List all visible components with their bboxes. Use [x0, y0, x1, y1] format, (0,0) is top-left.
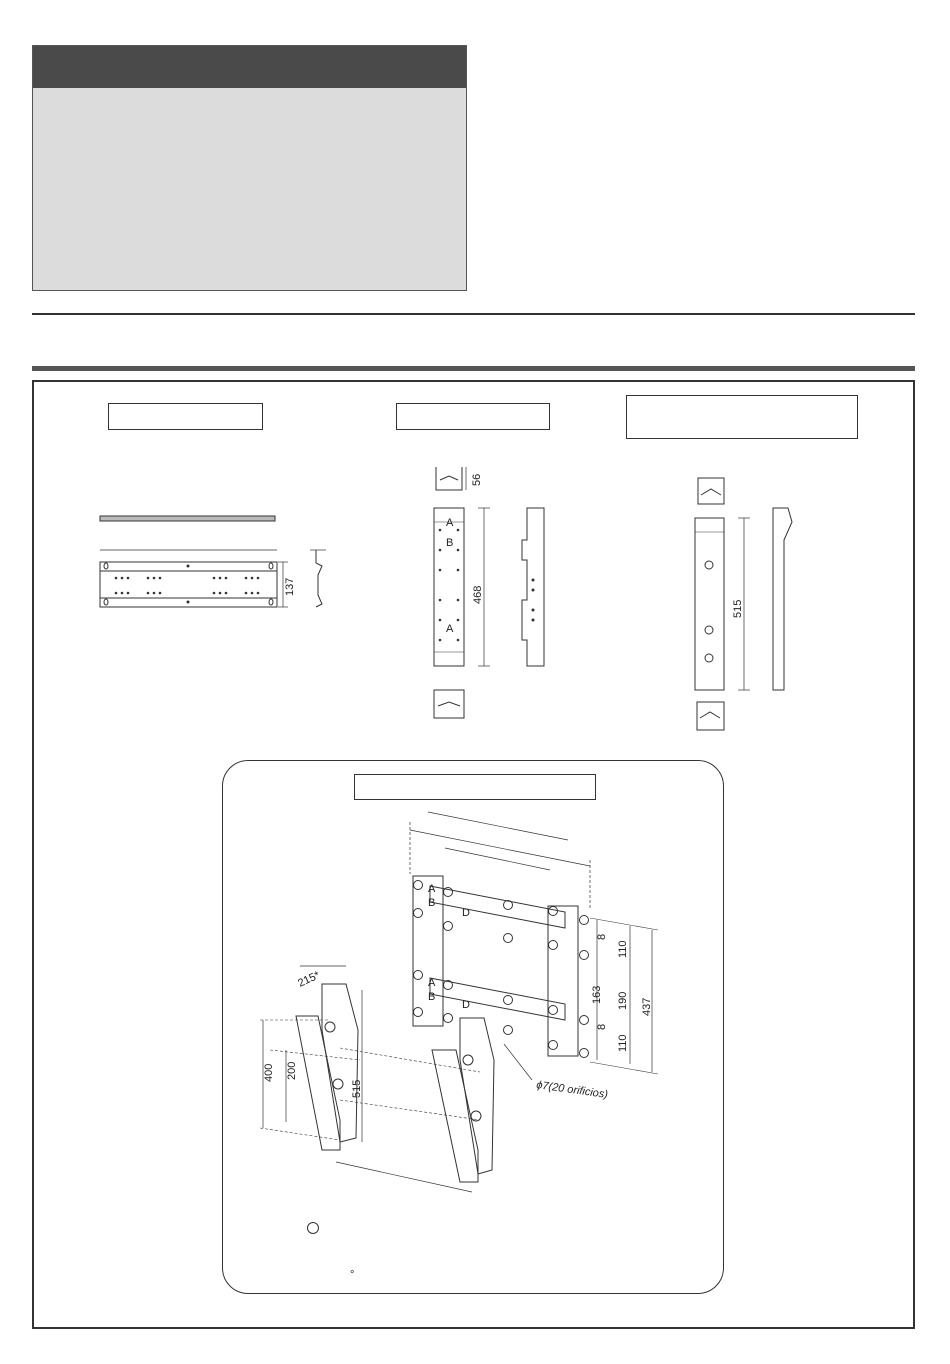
assembly-dim-110-top: 110: [617, 940, 629, 958]
part-b-letter-a-top: A: [446, 517, 454, 529]
assembly-letter-d-2: D: [462, 999, 470, 1011]
assembly-letter-a-1: A: [428, 883, 436, 895]
assembly-letter-b-2: B: [428, 991, 436, 1003]
part-b-dim-56: 56: [471, 473, 483, 486]
assembly-dim-437: 437: [641, 997, 653, 1016]
assembly-dim-8-bottom: 8: [596, 1023, 608, 1030]
assembly-letter-a-2: A: [428, 977, 436, 989]
assembly-dim-163: 163: [591, 985, 603, 1004]
assembly-dim-200: 200: [286, 1061, 298, 1080]
assembly-dim-110-bottom: 110: [617, 1034, 629, 1052]
assembly-dim-8-top: 8: [596, 933, 608, 940]
part-b-dim-468: 468: [472, 585, 484, 604]
assembly-dim-190: 190: [617, 991, 629, 1010]
assembly-hole-spec: ϕ7(20 orificios): [535, 1079, 609, 1102]
part-b-letter-a-bottom: A: [446, 623, 454, 635]
assembly-letter-d-1: D: [462, 907, 470, 919]
assembly-dim-515: 515: [351, 1079, 363, 1098]
assembly-dim-400: 400: [263, 1063, 275, 1082]
assembly-dim-215: 215*: [296, 969, 322, 990]
part-b-drawing: [434, 467, 544, 718]
part-a-dim-137: 137: [284, 577, 296, 596]
part-c-dim-515: 515: [732, 599, 744, 618]
part-b-letter-b: B: [446, 537, 454, 549]
assembly-letter-b-1: B: [428, 897, 436, 909]
assembly-footnote-mark: °: [350, 1269, 355, 1281]
